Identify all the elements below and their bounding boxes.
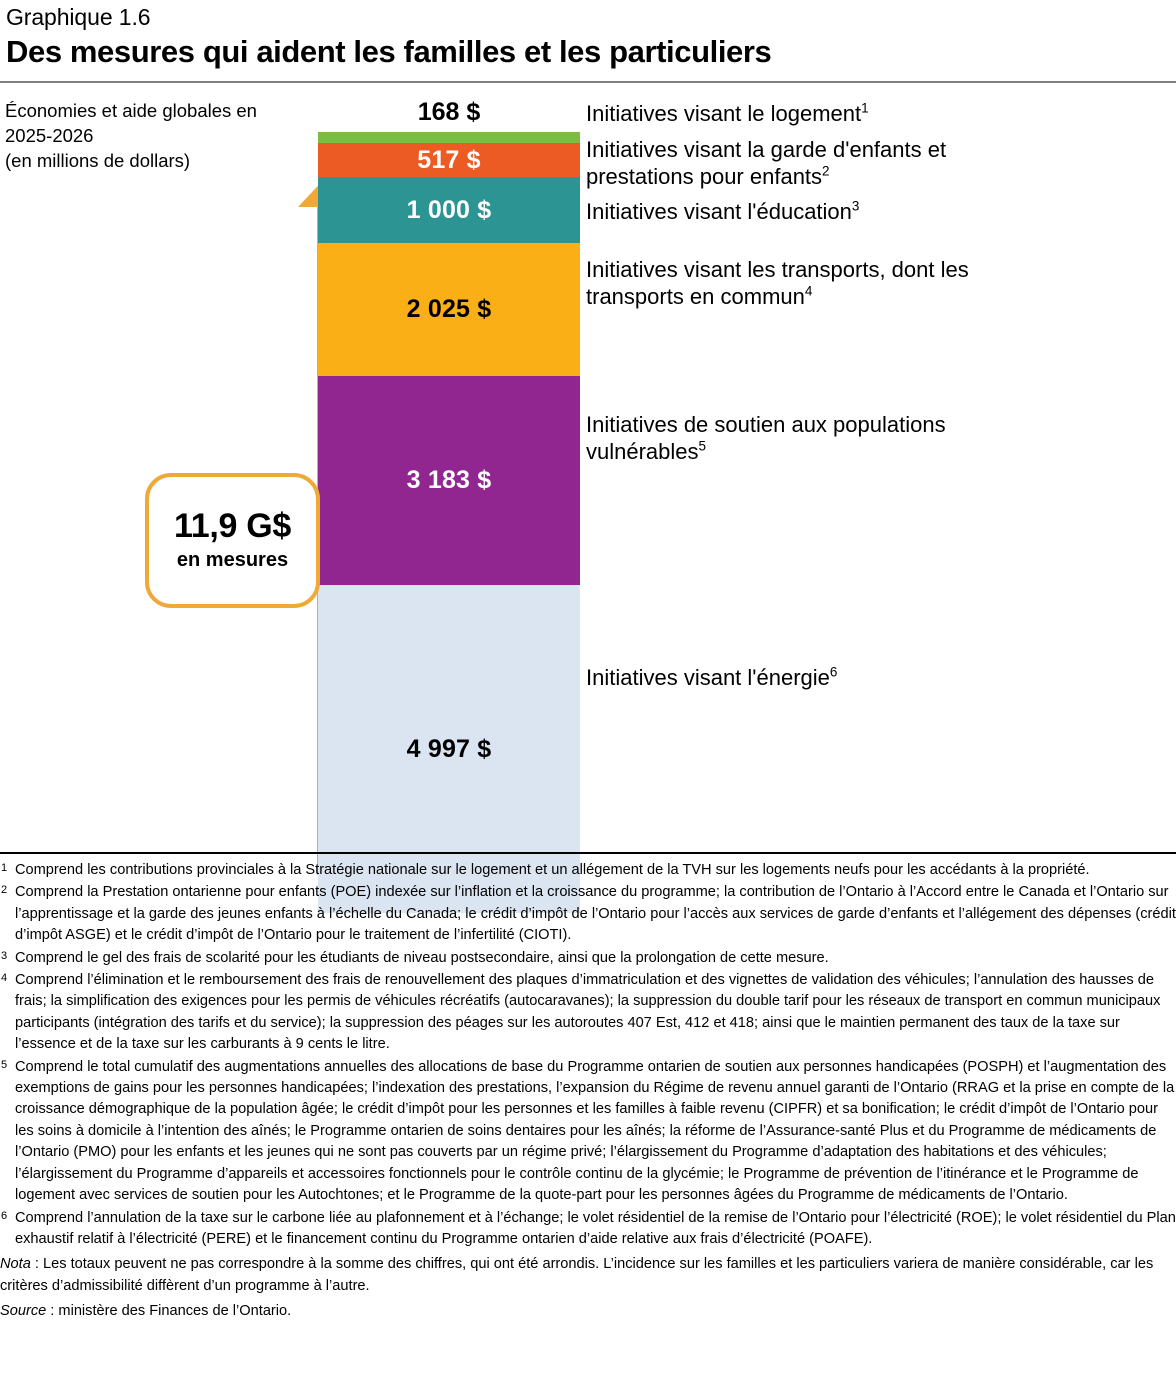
category-label-populations-line2: vulnérables <box>586 438 699 464</box>
category-label-education <box>586 199 1146 226</box>
footnote-ref-4: 4 <box>804 283 813 299</box>
category-label-education-text: Initiatives visant l'éducation <box>586 199 852 224</box>
footnote-1-text: Comprend les contributions provinciales à la Stratégie nationale sur le logement et un allégement de la TVH sur les logements neufs pour les accédants à la propriété. <box>15 862 1090 878</box>
bar-segment-transports[interactable] <box>318 243 580 376</box>
footnote-3-text: Comprend le gel des frais de scolarité pour les étudiants de niveau postsecondaire, ainsi que la prolongation de cette mesure. <box>15 949 829 966</box>
axis-caption-line-3: (en millions de dollars) <box>5 150 191 171</box>
header-divider <box>0 81 1176 83</box>
category-label-energie-text: Initiatives visant l'énergie <box>586 665 830 690</box>
source-note <box>0 1301 1176 1322</box>
category-label-populations-vulnerables <box>586 412 1146 465</box>
category-label-populations-line1: Initiatives de soutien aux populations <box>586 412 946 437</box>
category-label-garde-enfants-line1: Initiatives visant la garde d'enfants et <box>586 137 947 162</box>
source-text: : ministère des Finances de l’Ontario. <box>46 1303 292 1320</box>
footnote-6-marker: 6 <box>1 1209 8 1222</box>
axis-caption-line-2: 2025-2026 <box>5 125 94 146</box>
category-label-logement-text: Initiatives visant le logement <box>586 101 862 126</box>
chart-plot-area <box>0 95 1176 850</box>
category-label-transports-line2: transports en commun <box>586 283 805 309</box>
segment-value-logement: 168 $ <box>417 98 481 126</box>
total-amount: 11,9 G$ <box>174 507 291 546</box>
bar-segment-education[interactable] <box>318 177 580 243</box>
bar-segment-garde-enfants[interactable] <box>318 143 580 177</box>
footnotes-block <box>0 860 1176 1324</box>
footnote-5 <box>0 1057 1176 1207</box>
footnote-5-marker: 5 <box>1 1058 8 1071</box>
segment-value-garde-enfants: 517 $ <box>417 145 481 174</box>
footnote-4-text: Comprend l’élimination et le remboursement des frais de renouvellement des plaques d’immatriculation et des vignettes de validation des véhicules; l’annulation des hausses de frais; la simplification des exigences pour les permis de véhicules récréatifs (autocaravanes); la suppression du double tarif pour les réseaux de transport en commun municipaux participants (intégration des tarifs et du service); la suppression des péages sur les autoroutes 407 Est, 412 et 418; ainsi que le maintien permanent des taux de la taxe sur l’essence et de la taxe sur les carburants à 9 cents le litre. <box>15 972 1161 1053</box>
nota-label: Nota <box>0 1256 31 1273</box>
chart-number: Graphique 1.6 <box>6 4 151 30</box>
total-callout-box <box>145 473 320 608</box>
footnote-2-text: Comprend la Prestation ontarienne pour enfants (POE) indexée sur l’inflation et la croissance du programme; la contribution de l’Ontario à l’Accord entre le Canada et l’Ontario sur l’apprentissage et la garde des jeunes enfants à l’échelle du Canada; le crédit d’impôt de l’Ontario pour l’accès aux services de garde d’enfants et l’allégement des dépenses (crédit d’impôt ASGE) et le crédit d’impôt de l’Ontario pour le traitement de l’infertilité (CIOTI). <box>15 884 1176 944</box>
segment-value-populations-vulnerables: 3 183 $ <box>406 466 492 494</box>
footnote-ref-2: 2 <box>822 163 830 179</box>
footnote-6-text: Comprend l’annulation de la taxe sur le carbone liée au plafonnement et à l’échange; le volet résidentiel de la remise de l’Ontario pour l’électricité (ROE); le volet résidentiel du Plan exhaustif relatif à l’électricité (PERE) et le financement continu du Programme ontarien d’aide relative aux frais d’électricité (POAFE). <box>15 1209 1176 1247</box>
category-label-transports <box>586 257 1146 310</box>
axis-caption-line-1: Économies et aide globales en <box>5 100 257 121</box>
footnote-2 <box>0 882 1176 946</box>
footnote-4-marker: 4 <box>1 972 8 985</box>
segment-value-education: 1 000 $ <box>406 195 492 224</box>
bar-segment-logement[interactable] <box>318 132 580 143</box>
footnote-4 <box>0 970 1176 1056</box>
bar-segment-populations-vulnerables[interactable] <box>318 376 580 585</box>
nota-text: : Les totaux peuvent ne pas correspondre à la somme des chiffres, qui ont été arrondis. L’incidence sur les familles et les particuliers variera de manière considérable, car les critères d’admissibilité diffèrent d’un programme à l’autre. <box>0 1256 1154 1294</box>
footnote-ref-3: 3 <box>851 198 860 214</box>
footnote-1-marker: 1 <box>1 862 8 874</box>
footnote-6 <box>0 1208 1176 1251</box>
category-label-logement <box>586 101 1146 128</box>
category-label-transports-line1: Initiatives visant les transports, dont les <box>586 257 969 282</box>
notes-divider <box>0 852 1176 854</box>
category-label-garde-enfants <box>586 137 1146 190</box>
footnote-5-text: Comprend le total cumulatif des augmentations annuelles des allocations de base du Programme ontarien de soutien aux personnes handicapées (POSPH) et l’augmentation des exemptions de gains pour les personnes handicapées; l’indexation des prestations, l’expansion du Régime de revenu annuel garanti de l’Ontario (RRAG et la prise en compte de la croissance démographique de la population âgée; le crédit d’impôt pour les personnes et les familles à faible revenu (CIPFR) et sa bonification; le crédit d’impôt de l’Ontario pour les soins à domicile à l’intention des aînés; le Programme ontarien de soins dentaires pour les aînés; la réforme de l’Assurance-santé Plus et du Programme de médicaments de l’Ontario (PMO) pour les enfants et les jeunes qui ne sont pas couverts par un régime privé; l’élargissement du Programme d’adaptation des habitations et des véhicules; l’élargissement du Programme d’appareils et accessoires fonctionnels pour le contrôle continu de la glycémie; le Programme de prévention de l’itinérance et le Programme de logement avec services de soutien pour les Autochtones; et le Programme de la quote-part pour les personnes âgées du Programme de médicaments de l’Ontario. <box>15 1058 1175 1204</box>
footnote-2-marker: 2 <box>1 884 8 897</box>
page-title: Des mesures qui aident les familles et les particuliers <box>6 34 772 69</box>
category-label-energie <box>586 665 1146 692</box>
category-label-garde-enfants-line2: prestations pour enfants <box>586 163 823 189</box>
nota-note <box>0 1254 1176 1297</box>
segment-value-transports: 2 025 $ <box>406 295 492 323</box>
total-sublabel: en mesures <box>176 548 289 571</box>
footnote-1 <box>0 860 1176 881</box>
footnote-3-marker: 3 <box>1 949 8 962</box>
footnote-ref-5: 5 <box>698 438 707 454</box>
footnote-ref-6: 6 <box>829 664 838 680</box>
segment-value-energie: 4 997 $ <box>406 734 492 763</box>
source-label: Source <box>0 1303 47 1320</box>
footnote-3 <box>0 948 1176 969</box>
footnote-ref-1: 1 <box>861 100 869 116</box>
